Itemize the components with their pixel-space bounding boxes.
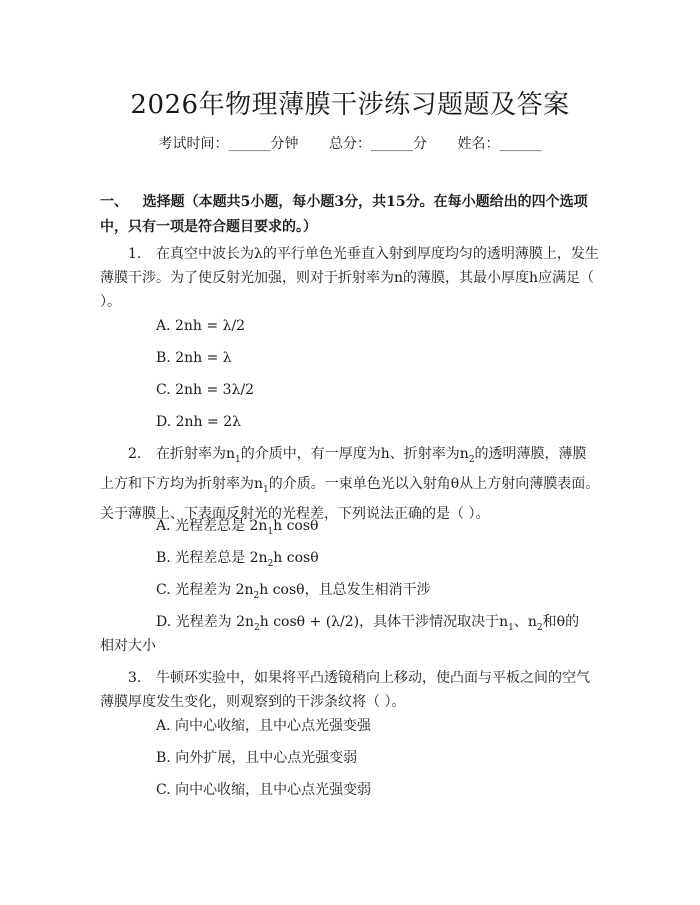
subscript: 2 (254, 622, 260, 633)
stem-part: 的介质中，有一厚度为h、折射率为n (240, 446, 469, 462)
stem-part: 的介质。一束单色光以入射角θ从上方射向薄膜表面。关于薄膜上、下表面反射光的光程差，下列说法正确的是（ ）。 (100, 475, 600, 522)
option-1c: C. 2nh = 3λ/2 (156, 382, 255, 398)
exam-time: 考试时间：______分钟 (158, 136, 299, 152)
option-text: 、n (513, 614, 537, 630)
option-1b: B. 2nh = λ (156, 350, 232, 366)
question-stem: 在真空中波长为λ的平行单色光垂直入射到厚度均匀的透明薄膜上，发生薄膜干涉。为了使反射光加强，则对于折射率为n的薄膜，其最小厚度h应满足（ ）。 (100, 246, 599, 310)
option-text: 和θ的 (542, 614, 580, 630)
option-2c (156, 578, 600, 608)
student-name: 姓名：______ (457, 136, 542, 152)
subscript: 1 (267, 526, 274, 537)
option-text: A. 光程差总是 2n (156, 518, 268, 534)
stem-part: 的透明薄膜，薄膜上方和下方均为折射率为n (100, 446, 587, 492)
option-text: C. 光程差为 2n (156, 582, 254, 598)
subscript: 1 (235, 454, 241, 465)
option-2d-continued: 相对大小 (100, 638, 156, 654)
subscript: 1 (508, 622, 514, 633)
exam-score: 总分：______分 (329, 136, 427, 152)
subscript: 2 (468, 454, 475, 465)
option-1d: D. 2nh = 2λ (156, 414, 241, 430)
subscript: 2 (267, 558, 274, 569)
question-1 (100, 242, 600, 314)
option-text: h cosθ (273, 550, 319, 566)
subscript: 2 (253, 590, 260, 601)
section-label: 一、 (100, 194, 128, 210)
option-2b (156, 546, 600, 576)
option-text: B. 光程差总是 2n (156, 550, 268, 566)
question-number: 3. (128, 670, 142, 686)
question-number: 2. (128, 446, 142, 462)
option-text: h cosθ (273, 518, 319, 534)
stem-part: 在折射率为n (156, 446, 236, 462)
option-text: D. 光程差为 2n (156, 614, 254, 630)
option-text: h cosθ，且总发生相消干涉 (259, 582, 431, 598)
option-3a: A. 向中心收缩，且中心点光强变强 (156, 718, 372, 734)
question-number: 1. (128, 246, 142, 262)
option-2a (156, 514, 600, 544)
option-1a: A. 2nh = λ/2 (156, 318, 246, 334)
subscript: 2 (536, 622, 543, 633)
subscript: 1 (263, 484, 269, 495)
question-stem: 牛顿环实验中，如果将平凸透镜稍向上移动，使凸面与平板之间的空气薄膜厚度发生变化，则观察到的干涉条纹将（ ）。 (100, 670, 590, 710)
exam-info (0, 133, 700, 153)
section-text: 选择题（本题共5小题，每小题3分，共15分。在每小题给出的四个选项中，只有一项是符合题目要求的。） (100, 194, 588, 235)
question-3 (100, 666, 600, 714)
option-3c: C. 向中心收缩，且中心点光强变弱 (156, 782, 372, 798)
option-3b: B. 向外扩展，且中心点光强变弱 (156, 750, 358, 766)
section-heading (100, 190, 600, 240)
page-title: 2026年物理薄膜干涉练习题题及答案 (130, 90, 570, 120)
option-text: h cosθ + (λ/2)，具体干涉情况取决于n (259, 614, 509, 630)
